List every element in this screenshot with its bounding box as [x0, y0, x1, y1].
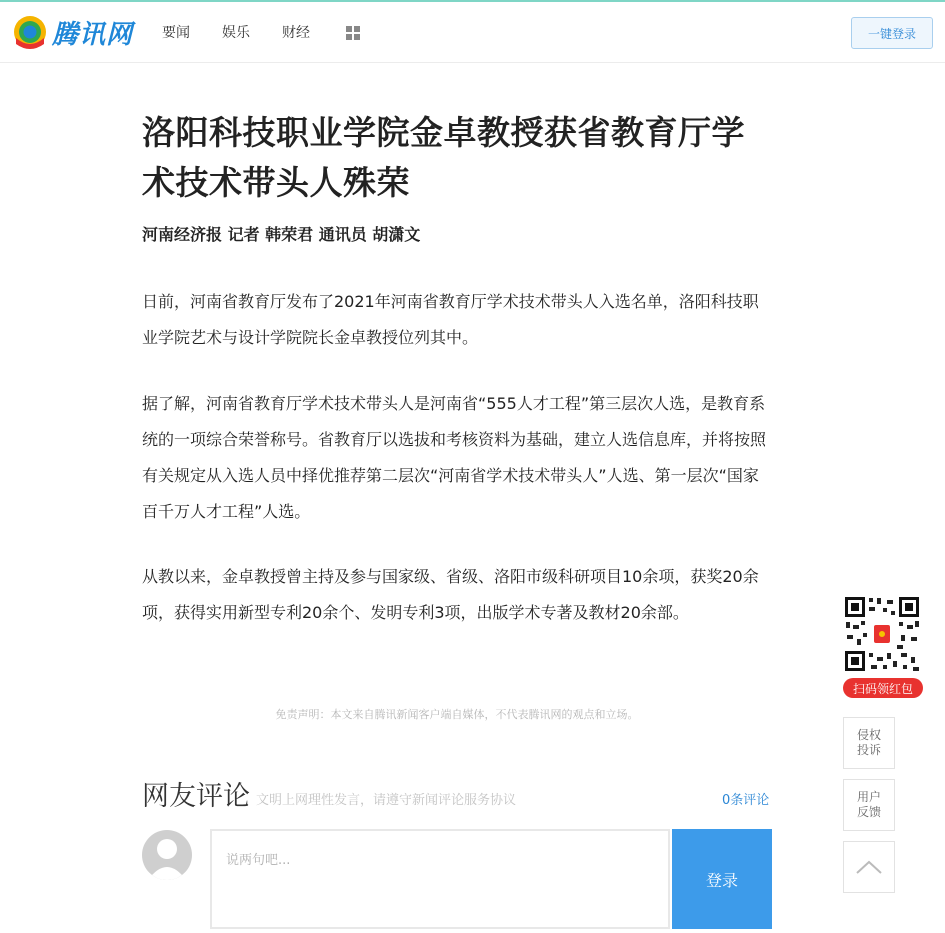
article-byline: 河南经济报 记者 韩荣君 通讯员 胡潇文 — [142, 225, 421, 244]
back-to-top-button[interactable] — [843, 841, 895, 893]
qr-code-icon[interactable] — [843, 595, 921, 673]
one-click-login-button[interactable]: 一键登录 — [851, 17, 933, 49]
logo-text: 腾讯网 — [52, 19, 134, 50]
main-nav — [162, 22, 342, 42]
report-complaint-button[interactable] — [843, 717, 895, 769]
user-avatar — [142, 830, 192, 880]
disclaimer-text: 免责声明：本文来自腾讯新闻客户端自媒体，不代表腾讯网的观点和立场。 — [275, 708, 639, 721]
site-header — [0, 2, 945, 63]
nav-item-finance[interactable]: 财经 — [282, 25, 310, 41]
comment-input[interactable] — [210, 829, 670, 929]
more-channels-icon[interactable] — [346, 26, 360, 40]
nav-item-news[interactable]: 要闻 — [162, 25, 190, 41]
red-packet-button[interactable]: 扫码领红包 — [843, 678, 923, 698]
comments-guideline-link[interactable]: 文明上网理性发言，请遵守新闻评论服务协议 — [256, 793, 517, 808]
tencent-logo-icon — [12, 14, 48, 50]
article-paragraph: 从教以来，金卓教授曾主持及参与国家级、省级、洛阳市级科研项目10余项，获奖20余项，获得实用新型专利20余个、发明专利3项，出版学术专著及教材20余部。 — [142, 567, 759, 622]
comment-count-link[interactable]: 0条评论 — [722, 793, 770, 808]
default-avatar-icon — [142, 830, 192, 880]
comment-login-button[interactable]: 登录 — [672, 829, 772, 929]
site-logo[interactable] — [12, 12, 133, 52]
article-paragraph: 据了解，河南省教育厅学术技术带头人是河南省“555人才工程”第三层次人选，是教育系统的一项综合荣誉称号。省教育厅以选拔和考核资料为基础，建立人选信息库，并将按照有关规定从入选人员中择优推荐第二层次“河南省学术技术带头人”人选、第一层次“国家百千万人才工程”人选。 — [142, 394, 767, 521]
nav-item-entertainment[interactable]: 娱乐 — [222, 25, 250, 41]
report-complaint-label: 侵权投诉 — [856, 728, 881, 757]
chevron-up-icon — [855, 859, 883, 875]
article-paragraph: 日前，河南省教育厅发布了2021年河南省教育厅学术技术带头人入选名单，洛阳科技职业学院艺术与设计学院院长金卓教授位列其中。 — [142, 292, 759, 347]
comment-placeholder: 说两句吧... — [226, 853, 291, 868]
comments-title: 网友评论 — [142, 781, 250, 812]
user-feedback-button[interactable] — [843, 779, 895, 831]
article-title: 洛阳科技职业学院金卓教授获省教育厅学术技术带头人殊荣 — [142, 113, 745, 202]
user-feedback-label: 用户反馈 — [856, 790, 881, 819]
